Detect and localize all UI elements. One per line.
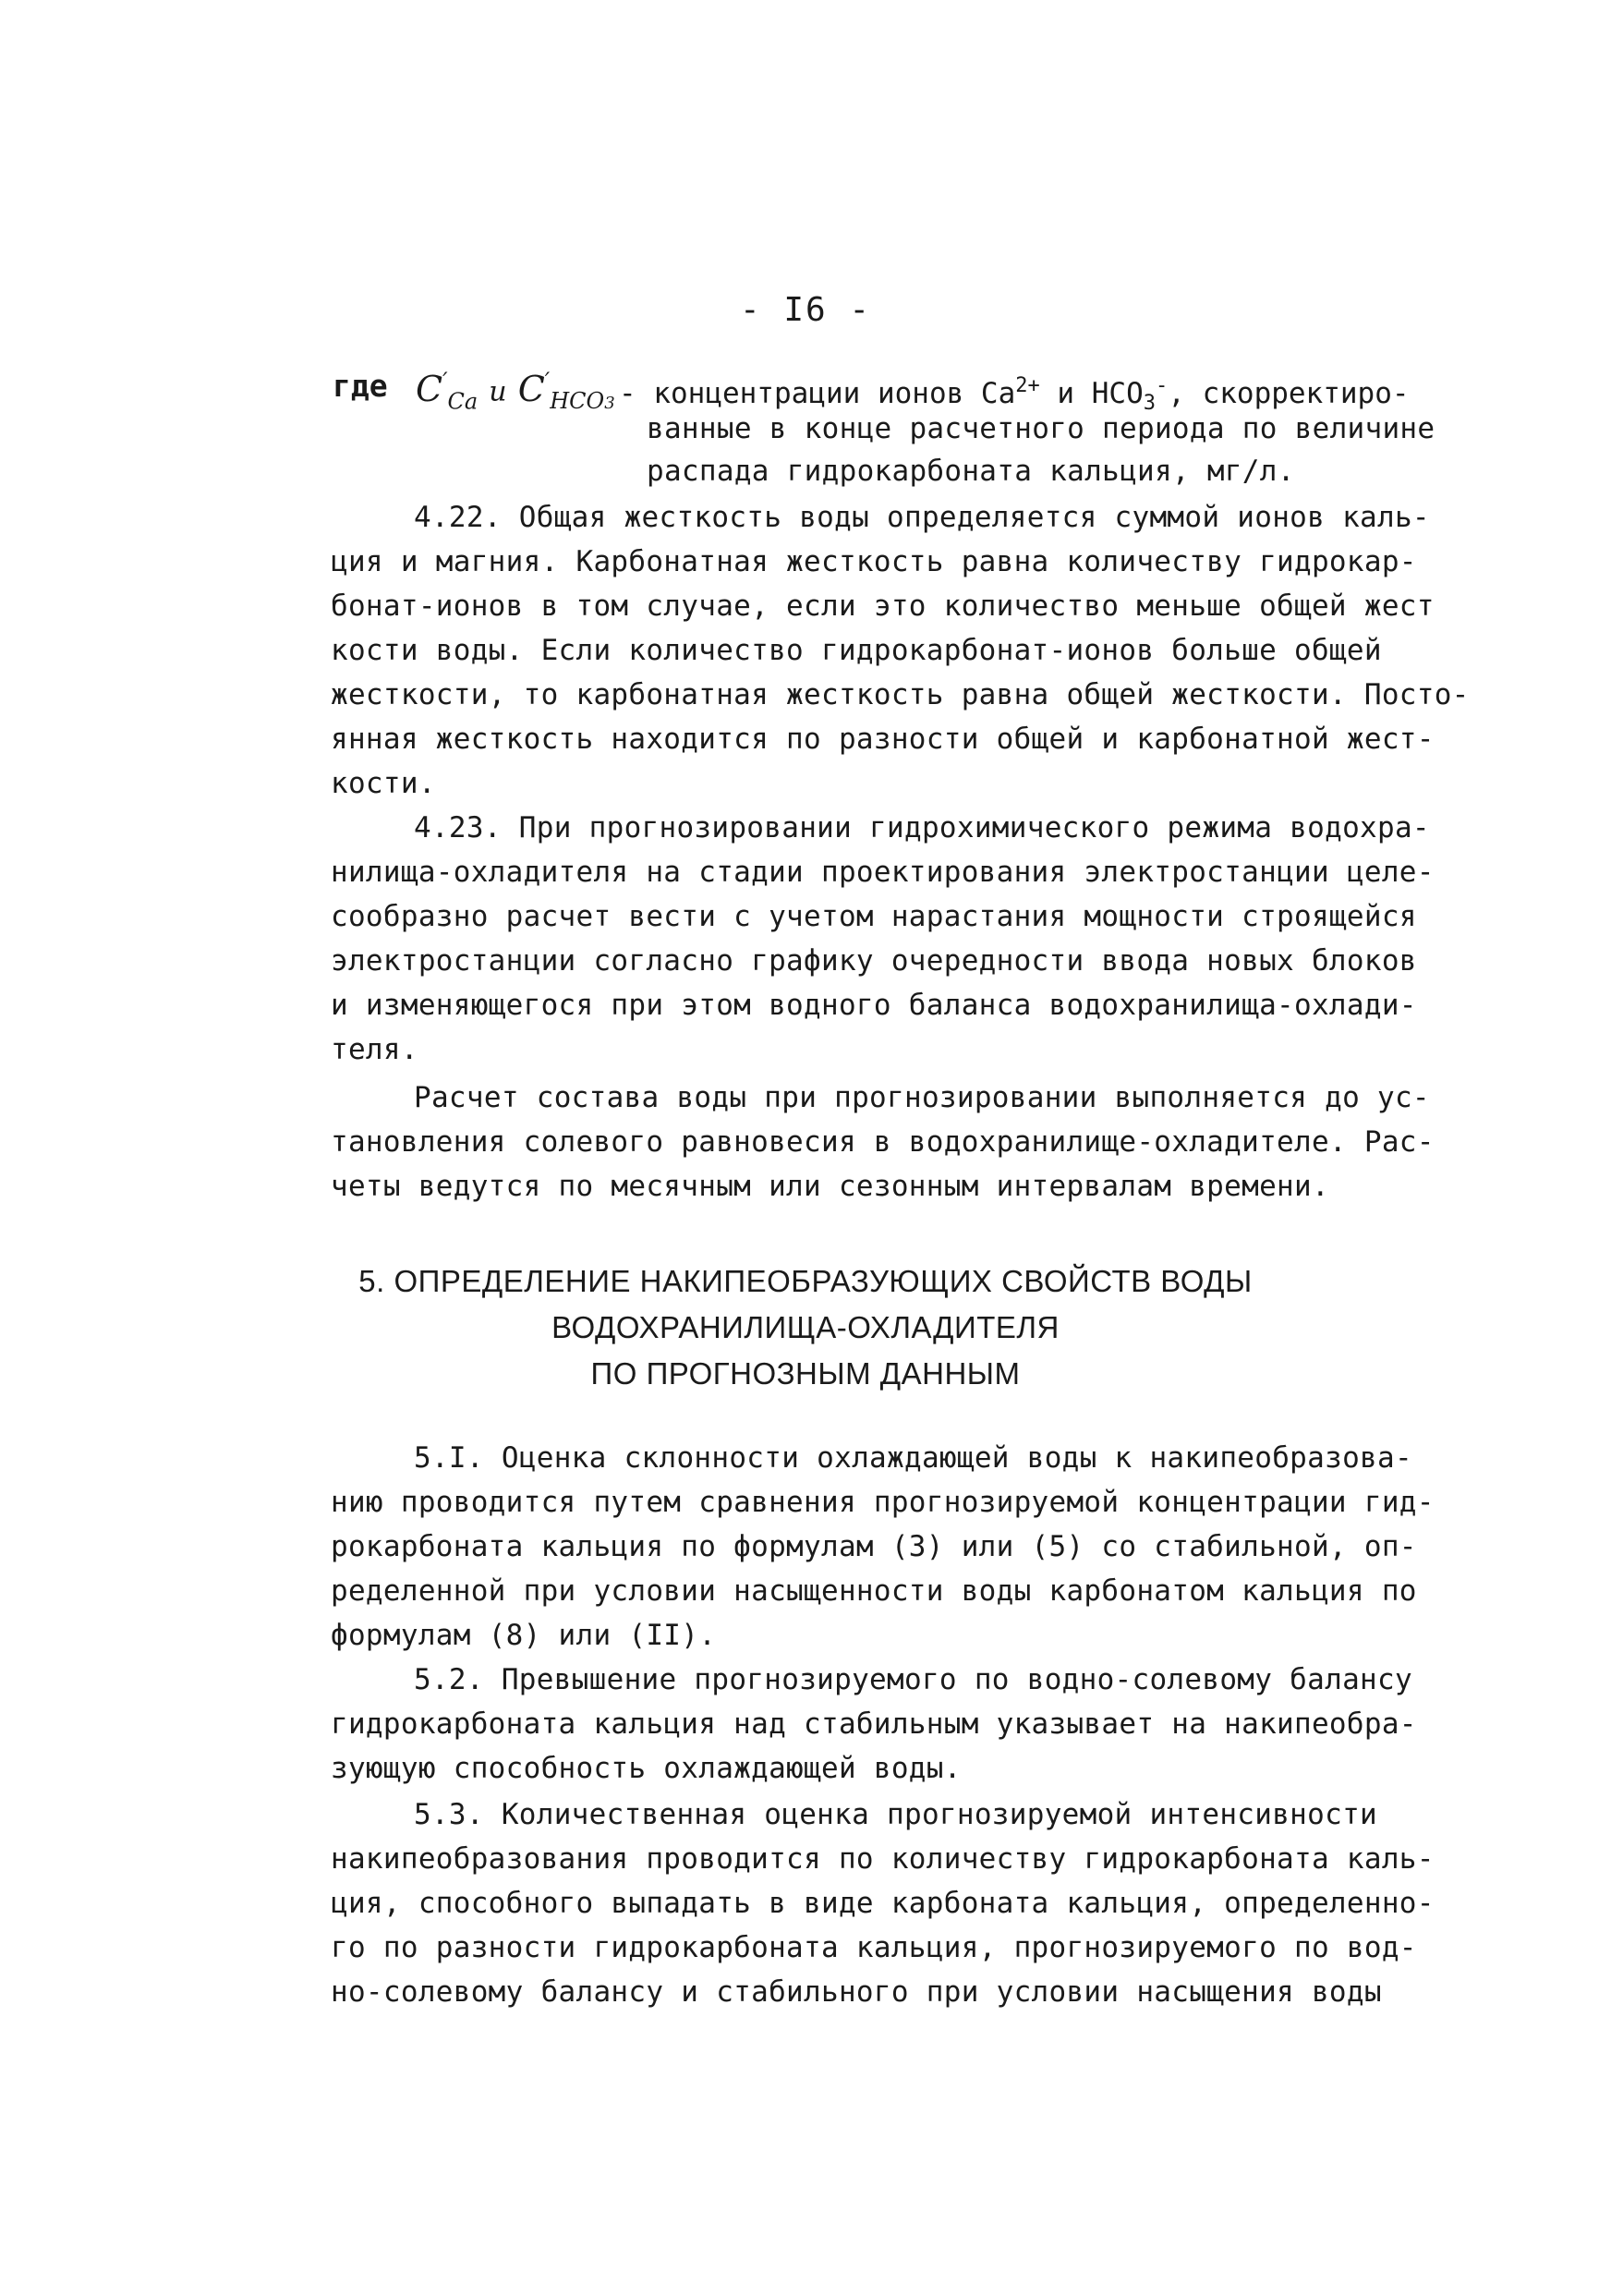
paragraph-4-23-line: теля. [331,1033,418,1066]
paragraph-4-22-line: 4.22. Общая жесткость воды определяется суммой ионов каль- [414,501,1430,534]
paragraph-5-1-line: формулам (8) или (II). [331,1619,717,1652]
paragraph-5-3-line: 5.3. Количественная оценка прогнозируемой интенсивности [414,1798,1377,1831]
formula-conjunction: и [489,375,507,408]
paragraph-5-3-line: но-солевому балансу и стабильного при условии насыщения воды [331,1975,1382,2009]
paragraph-5-2-line: гидрокарбоната кальция над стабильным указывает на накипеобра- [331,1707,1417,1741]
paragraph-calculation-line: тановления солевого равновесия в водохранилище-охладителе. Рас- [331,1125,1435,1159]
paragraph-4-22-line: бонат-ионов в том случае, если это количество меньше общей жест [331,589,1435,623]
paragraph-5-3-line: го по разности гидрокарбоната кальция, прогнозируемого по вод- [331,1931,1417,1964]
paragraph-4-22-line: кости. [331,767,436,800]
paragraph-4-23-line: сообразно расчет вести с учетом нарастания мощности строящейся [331,900,1417,933]
paragraph-5-2-line: зующую способность охлаждающей воды. [331,1752,962,1785]
paragraph-4-23-line: и изменяющегося при этом водного баланса водохранилища-охлади- [331,989,1417,1022]
paragraph-4-22-line: ция и магния. Карбонатная жесткость равна количеству гидрокар- [331,545,1417,578]
paragraph-4-23-line: нилища-охладителя на стадии проектирования электростанции целе- [331,856,1435,889]
formula-c-ca: $C'_{Ca}$ [416,368,478,415]
paragraph-5-3-line: ция, способного выпадать в виде карбоната кальция, определенно- [331,1887,1435,1920]
section-heading-line-1: 5. ОПРЕДЕЛЕНИЕ НАКИПЕОБРАЗУЮЩИХ СВОЙСТВ ВОДЫ [358,1264,1253,1298]
paragraph-4-22-line: кости воды. Если количество гидрокарбонат-ионов больше общей [331,634,1382,667]
paragraph-4-23-line: 4.23. При прогнозировании гидрохимического режима водохра- [414,811,1430,844]
paragraph-5-1-line: рокарбоната кальция по формулам (3) или (5) со стабильной, оп- [331,1530,1417,1563]
formula-where-label: где [333,368,388,404]
paragraph-5-2-line: 5.2. Превышение прогнозируемого по водно-солевому балансу [414,1663,1412,1696]
section-heading-line-3: ПО ПРОГНОЗНЫМ ДАННЫМ [590,1356,1021,1391]
paragraph-4-22-line: жесткости, то карбонатная жесткость равна общей жесткости. Посто- [331,678,1470,711]
paragraph-5-1-line: 5.I. Оценка склонности охлаждающей воды к накипеобразова- [414,1441,1412,1475]
paragraph-5-1-line: ределенной при условии насыщенности воды карбонатом кальция по [331,1574,1417,1608]
paragraph-5-3-line: накипеобразования проводится по количеству гидрокарбоната каль- [331,1842,1435,1876]
definition-line-3: распада гидрокарбоната кальция, мг/л. [647,455,1295,488]
definition-line-2: ванные в конце расчетного периода по величине [647,412,1435,445]
paragraph-calculation-line: четы ведутся по месячным или сезонным интервалам времени. [331,1170,1329,1203]
paragraph-4-22-line: янная жесткость находится по разности общей и карбонатной жест- [331,723,1435,756]
page-number: - I6 - [739,291,872,329]
paragraph-5-1-line: нию проводится путем сравнения прогнозируемой концентрации гид- [331,1486,1435,1519]
paragraph-calculation-line: Расчет состава воды при прогнозировании выполняется до ус- [414,1081,1430,1114]
section-heading-line-2: ВОДОХРАНИЛИЩА-ОХЛАДИТЕЛЯ [551,1310,1060,1344]
formula-c-hco3: $C'_{HCO3}$ [517,368,615,415]
formula-symbols [416,353,615,431]
paragraph-4-23-line: электростанции согласно графику очередности ввода новых блоков [331,944,1417,978]
definition-line-1: - концентрации ионов $Ca^{2+}$ и $HCO_3^-$, скорректиро- [619,374,1410,416]
